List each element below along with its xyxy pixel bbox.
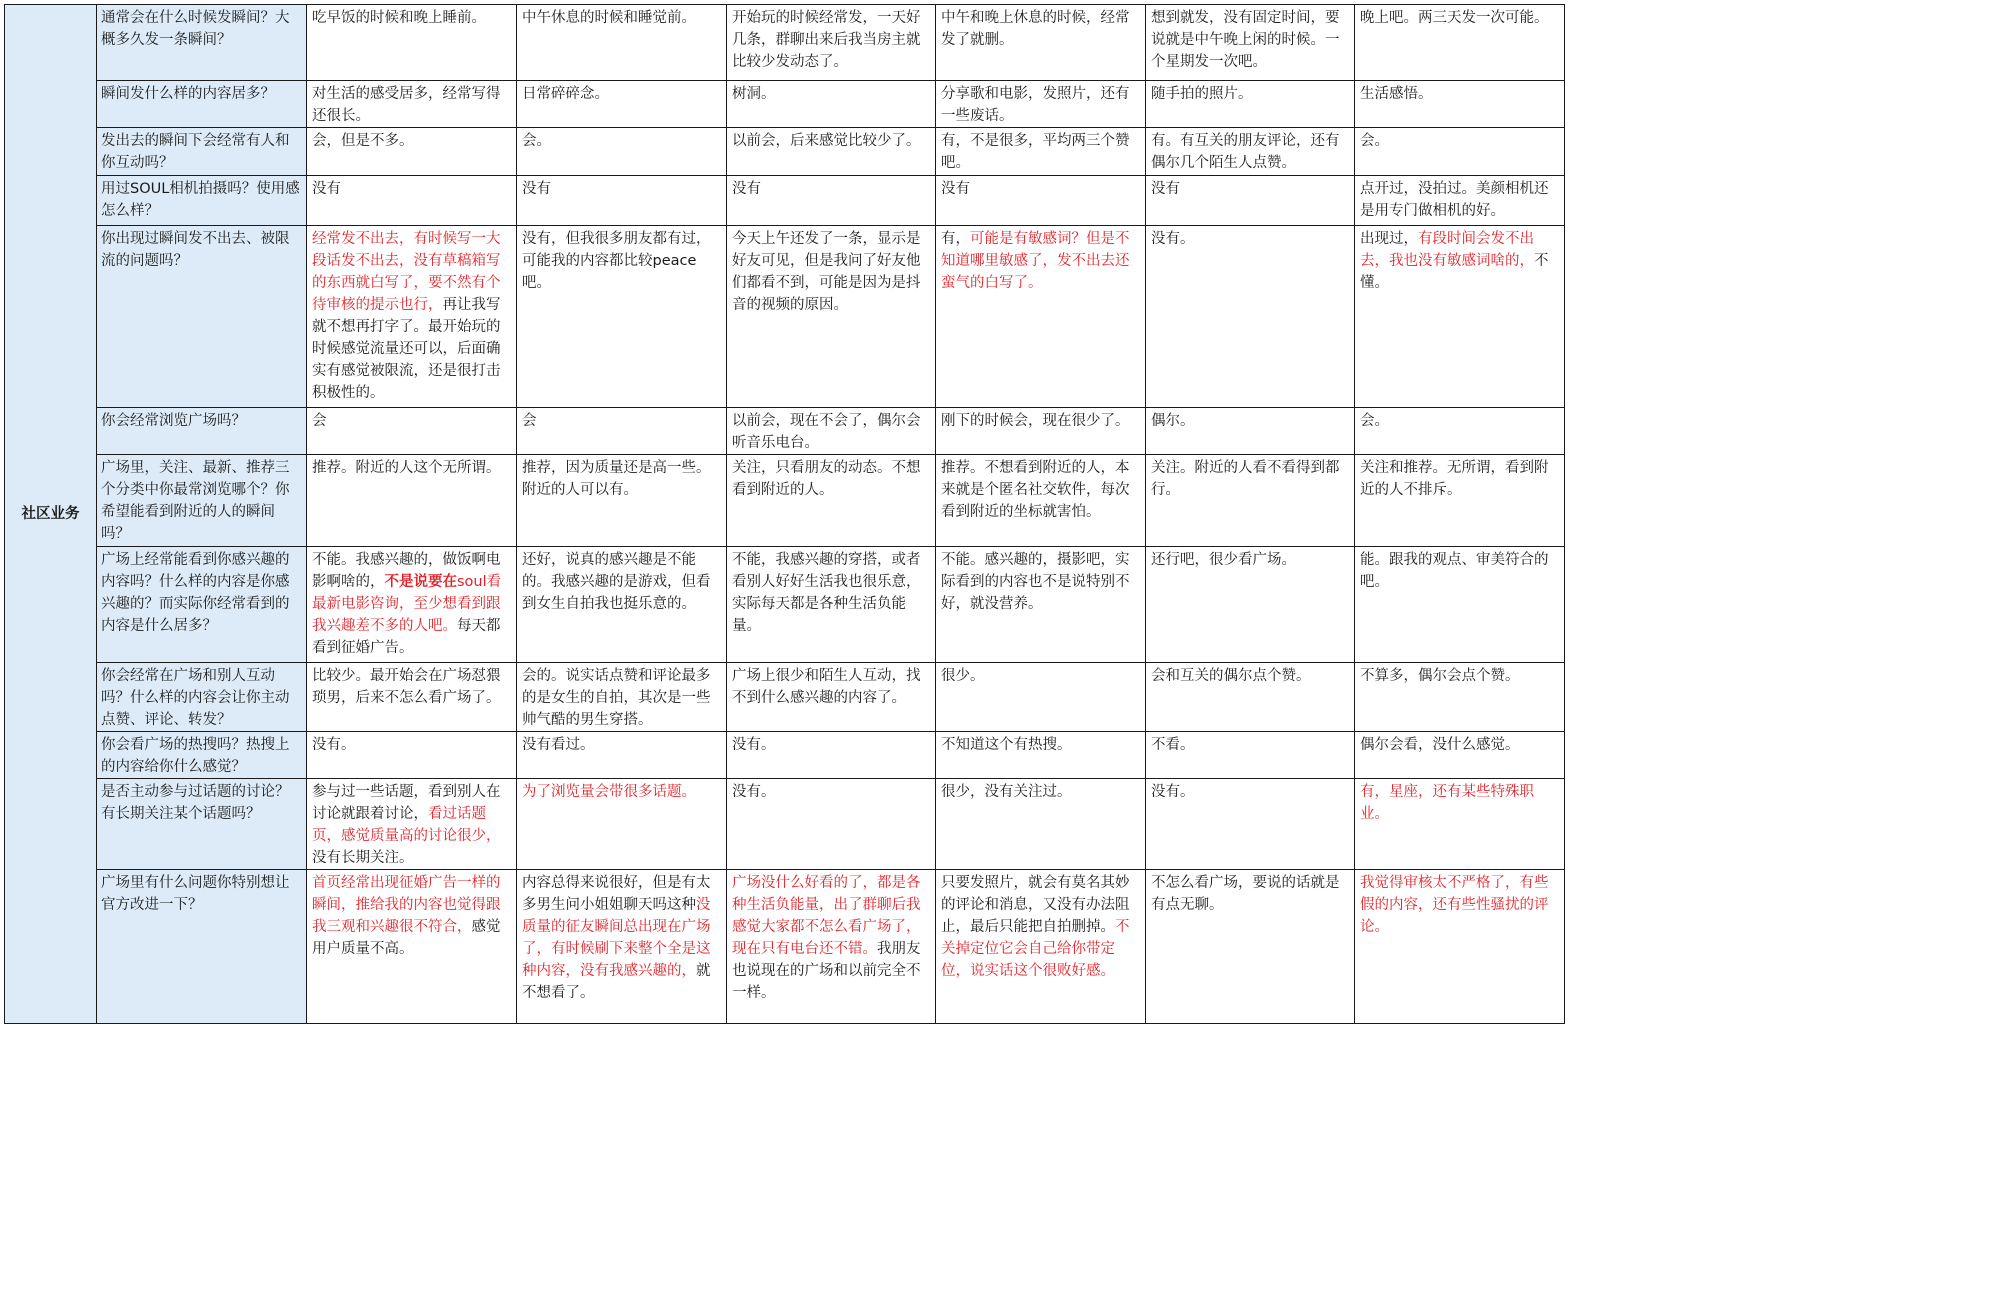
answer-cell — [307, 5, 517, 81]
answer-cell — [1355, 81, 1565, 128]
table-row — [5, 732, 1565, 779]
answer-text: 会。 — [522, 133, 551, 149]
answer-text: 生活感悟。 — [1360, 86, 1433, 102]
interview-table — [4, 4, 1565, 1024]
answer-text: 没有长期关注。 — [312, 850, 414, 866]
answer-cell — [517, 455, 727, 547]
answer-cell — [936, 5, 1146, 81]
answer-cell — [727, 547, 936, 663]
answer-text: 没有 — [941, 181, 970, 197]
answer-cell — [517, 547, 727, 663]
answer-text: 没有 — [1151, 181, 1180, 197]
answer-text: 开始玩的时候经常发，一天好几条，群聊出来后我当房主就比较少发动态了。 — [732, 10, 921, 70]
answer-cell — [727, 128, 936, 176]
answer-text: 不能，我感兴趣的穿搭，或者看别人好好生活我也很乐意，实际每天都是各种生活负能量。 — [732, 552, 921, 634]
answer-text: 没有，但我很多朋友都有过，可能我的内容都比较peace吧。 — [522, 231, 711, 291]
table-row — [5, 870, 1565, 1024]
answer-cell — [727, 732, 936, 779]
answer-text: 有， — [941, 231, 970, 247]
answer-cell — [1355, 732, 1565, 779]
table-row — [5, 5, 1565, 81]
answer-text: 比较少。最开始会在广场怼猥琐男，后来不怎么看广场了。 — [312, 668, 501, 706]
answer-text: 不看。 — [1151, 737, 1195, 753]
highlighted-answer-text: 可能是有敏感词？但是不知道哪里敏感了，发不出去还蛮气的白写了。 — [941, 231, 1130, 291]
table-row — [5, 226, 1565, 408]
answer-cell — [1146, 176, 1355, 226]
question-cell: 你出现过瞬间发不出去、被限流的问题吗？ — [97, 226, 307, 408]
answer-text: 会。 — [1360, 413, 1389, 429]
answer-cell — [1355, 779, 1565, 870]
answer-text: 没有 — [522, 181, 551, 197]
highlighted-answer-text: 没质量的征友瞬间总出现在广场了，有时候刷下来整个全是这种内容，没有我感兴趣的， — [522, 897, 711, 979]
answer-text: 广场上很少和陌生人互动，找不到什么感兴趣的内容了。 — [732, 668, 921, 706]
answer-cell — [936, 455, 1146, 547]
answer-cell — [936, 81, 1146, 128]
answer-text: 能。跟我的观点、审美符合的吧。 — [1360, 552, 1549, 590]
answer-cell — [1146, 128, 1355, 176]
answer-cell — [936, 779, 1146, 870]
answer-text: 树洞。 — [732, 86, 776, 102]
answer-cell — [1355, 226, 1565, 408]
answer-text: 很少。 — [941, 668, 985, 684]
answer-text: 会的。说实话点赞和评论最多的是女生的自拍，其次是一些帅气酷的男生穿搭。 — [522, 668, 711, 728]
answer-text: 会。 — [1360, 133, 1389, 149]
answer-text: 没有。 — [732, 784, 776, 800]
answer-cell — [727, 81, 936, 128]
question-cell: 用过SOUL相机拍摄吗？使用感怎么样？ — [97, 176, 307, 226]
highlighted-answer-text: 不关掉定位它会自己给你带定位，说实话这个很败好感。 — [941, 919, 1130, 979]
answer-text: 中午和晚上休息的时候，经常发了就删。 — [941, 10, 1130, 48]
answer-text: 推荐，因为质量还是高一些。附近的人可以有。 — [522, 460, 711, 498]
question-cell: 你会看广场的热搜吗？热搜上的内容给你什么感觉？ — [97, 732, 307, 779]
answer-text: 没有 — [732, 181, 761, 197]
answer-text: 没有看过。 — [522, 737, 595, 753]
answer-cell — [1355, 455, 1565, 547]
answer-text: 会 — [522, 413, 537, 429]
answer-text: 不能。感兴趣的，摄影吧，实际看到的内容也不是说特别不好，就没营养。 — [941, 552, 1130, 612]
table-row — [5, 455, 1565, 547]
answer-text: 不知道这个有热搜。 — [941, 737, 1072, 753]
answer-text: 关注。附近的人看不看得到都行。 — [1151, 460, 1340, 498]
answer-cell — [1146, 870, 1355, 1024]
highlighted-answer-text: 不是说要在 — [384, 574, 457, 590]
question-cell: 广场里，关注、最新、推荐三个分类中你最常浏览哪个？你希望能看到附近的人的瞬间吗？ — [97, 455, 307, 547]
highlighted-answer-text: 为了浏览量会带很多话题。 — [522, 784, 696, 800]
answer-cell — [307, 779, 517, 870]
answer-text: 会和互关的偶尔点个赞。 — [1151, 668, 1311, 684]
answer-cell — [936, 128, 1146, 176]
answer-cell — [1355, 870, 1565, 1024]
answer-text: 不算多，偶尔会点个赞。 — [1360, 668, 1520, 684]
table-row — [5, 81, 1565, 128]
question-cell: 广场里有什么问题你特别想让官方改进一下？ — [97, 870, 307, 1024]
answer-cell — [517, 128, 727, 176]
answer-text: 还好，说真的感兴趣是不能的。我感兴趣的是游戏，但看到女生自拍我也挺乐意的。 — [522, 552, 711, 612]
answer-text: 关注和推荐。无所谓，看到附近的人不排斥。 — [1360, 460, 1549, 498]
highlighted-answer-text: 经常发不出去，有时候写一大段话发不出去，没有草稿箱写的东西就白写了，要不然有个待审核的提示也行， — [312, 231, 501, 313]
answer-text: 就不想看了。 — [522, 963, 711, 1001]
answer-text: 还行吧，很少看广场。 — [1151, 552, 1296, 568]
answer-cell — [1355, 408, 1565, 455]
answer-cell — [1146, 663, 1355, 732]
answer-cell — [1146, 81, 1355, 128]
answer-text: 随手拍的照片。 — [1151, 86, 1253, 102]
answer-text: 很少，没有关注过。 — [941, 784, 1072, 800]
highlighted-answer-text: 首页经常出现征婚广告一样的瞬间，推给我的内容也觉得跟我三观和兴趣很不符合， — [312, 875, 501, 935]
answer-cell — [517, 779, 727, 870]
answer-text: 推荐。不想看到附近的人，本来就是个匿名社交软件，每次看到附近的坐标就害怕。 — [941, 460, 1130, 520]
answer-cell — [1146, 455, 1355, 547]
highlighted-answer-text: soul看最新电影咨询，至少想看到跟我兴趣差不多的人吧。 — [312, 574, 502, 634]
answer-text: 参与过一些话题，看到别人在讨论就跟着讨论， — [312, 784, 501, 822]
highlighted-answer-text: 我觉得审核太不严格了，有些假的内容，还有些性骚扰的评论。 — [1360, 875, 1549, 935]
answer-text: 点开过，没拍过。美颜相机还是用专门做相机的好。 — [1360, 181, 1549, 219]
answer-cell — [517, 663, 727, 732]
answer-text: 关注，只看朋友的动态。不想看到附近的人。 — [732, 460, 921, 498]
answer-text: 吃早饭的时候和晚上睡前。 — [312, 10, 486, 26]
answer-text: 出现过， — [1360, 231, 1418, 247]
answer-cell — [936, 663, 1146, 732]
answer-cell — [936, 226, 1146, 408]
answer-text: 感觉用户质量不高。 — [312, 919, 501, 957]
table-row — [5, 408, 1565, 455]
answer-cell — [1146, 408, 1355, 455]
answer-cell — [307, 226, 517, 408]
answer-cell — [936, 176, 1146, 226]
answer-cell — [727, 5, 936, 81]
answer-cell — [1355, 176, 1565, 226]
answer-text: 分享歌和电影，发照片，还有一些废话。 — [941, 86, 1130, 124]
highlighted-answer-text: 有，星座，还有某些特殊职业。 — [1360, 784, 1534, 822]
question-cell: 发出去的瞬间下会经常有人和你互动吗？ — [97, 128, 307, 176]
answer-text: 不懂。 — [1360, 253, 1549, 291]
answer-cell — [307, 128, 517, 176]
answer-cell — [1355, 547, 1565, 663]
answer-text: 日常碎碎念。 — [522, 86, 609, 102]
answer-cell — [517, 870, 727, 1024]
answer-cell — [307, 455, 517, 547]
highlighted-answer-text: 广场没什么好看的了，都是各种生活负能量，出了群聊后我感觉大家都不怎么看广场了，现在只有电台还不错。 — [732, 875, 921, 957]
answer-cell — [307, 547, 517, 663]
answer-cell — [1146, 226, 1355, 408]
table-row — [5, 779, 1565, 870]
highlighted-answer-text: 有段时间会发不出去，我也没有敏感词啥的， — [1360, 231, 1534, 269]
answer-cell — [1355, 5, 1565, 81]
answer-cell — [1146, 547, 1355, 663]
answer-cell — [307, 663, 517, 732]
answer-cell — [936, 408, 1146, 455]
table-row — [5, 128, 1565, 176]
answer-cell — [1146, 732, 1355, 779]
answer-cell — [727, 226, 936, 408]
answer-text: 以前会，现在不会了，偶尔会听音乐电台。 — [732, 413, 921, 451]
answer-text: 只要发照片，就会有莫名其妙的评论和消息，又没有办法阻止，最后只能把自拍删掉。 — [941, 875, 1130, 935]
answer-text: 内容总得来说很好，但是有太多男生问小姐姐聊天吗这种 — [522, 875, 711, 913]
table-row — [5, 547, 1565, 663]
answer-text: 推荐。附近的人这个无所谓。 — [312, 460, 501, 476]
answer-text: 今天上午还发了一条，显示是好友可见，但是我问了好友他们都看不到，可能是因为是抖音的视频的原因。 — [732, 231, 921, 313]
answer-text: 没有。 — [312, 737, 356, 753]
answer-cell — [517, 408, 727, 455]
answer-text: 我朋友也说现在的广场和以前完全不一样。 — [732, 941, 921, 1001]
answer-text: 晚上吧。两三天发一次可能。 — [1360, 10, 1549, 26]
answer-cell — [1146, 5, 1355, 81]
answer-cell — [307, 870, 517, 1024]
table-row — [5, 663, 1565, 732]
answer-cell — [936, 547, 1146, 663]
answer-cell — [517, 176, 727, 226]
answer-cell — [307, 176, 517, 226]
answer-text: 有。有互关的朋友评论，还有偶尔几个陌生人点赞。 — [1151, 133, 1340, 171]
answer-text: 再让我写就不想再打字了。最开始玩的时候感觉流量还可以，后面确实有感觉被限流，还是很打击积极性的。 — [312, 297, 501, 401]
question-cell: 瞬间发什么样的内容居多？ — [97, 81, 307, 128]
answer-cell — [727, 455, 936, 547]
question-cell: 你会经常浏览广场吗？ — [97, 408, 307, 455]
answer-cell — [936, 732, 1146, 779]
answer-text: 不能。我感兴趣的，做饭啊电影啊啥的， — [312, 552, 501, 590]
answer-text: 没有。 — [1151, 784, 1195, 800]
answer-text: 中午休息的时候和睡觉前。 — [522, 10, 696, 26]
answer-cell — [517, 5, 727, 81]
answer-text: 偶尔会看，没什么感觉。 — [1360, 737, 1520, 753]
answer-text: 想到就发，没有固定时间，要说就是中午晚上闲的时候。一个星期发一次吧。 — [1151, 10, 1340, 70]
answer-text: 每天都看到征婚广告。 — [312, 618, 501, 656]
question-cell: 你会经常在广场和别人互动吗？什么样的内容会让你主动点赞、评论、转发？ — [97, 663, 307, 732]
answer-cell — [1355, 128, 1565, 176]
answer-cell — [517, 732, 727, 779]
answer-cell — [727, 779, 936, 870]
question-cell: 通常会在什么时候发瞬间？大概多久发一条瞬间？ — [97, 5, 307, 81]
answer-text: 没有 — [312, 181, 341, 197]
answer-text: 有，不是很多，平均两三个赞吧。 — [941, 133, 1130, 171]
answer-cell — [727, 870, 936, 1024]
answer-text: 没有。 — [1151, 231, 1195, 247]
question-cell: 是否主动参与过话题的讨论？有长期关注某个话题吗？ — [97, 779, 307, 870]
answer-cell — [1146, 779, 1355, 870]
answer-text: 以前会，后来感觉比较少了。 — [732, 133, 921, 149]
answer-text: 偶尔。 — [1151, 413, 1195, 429]
answer-text: 刚下的时候会，现在很少了。 — [941, 413, 1130, 429]
answer-cell — [936, 870, 1146, 1024]
answer-cell — [517, 226, 727, 408]
answer-cell — [727, 663, 936, 732]
category-label: 社区业务 — [5, 5, 97, 1024]
answer-cell — [1355, 663, 1565, 732]
answer-text: 会 — [312, 413, 327, 429]
answer-text: 不怎么看广场，要说的话就是有点无聊。 — [1151, 875, 1340, 913]
answer-cell — [307, 81, 517, 128]
answer-cell — [727, 176, 936, 226]
highlighted-answer-text: 看过话题页，感觉质量高的讨论很少， — [312, 806, 501, 844]
table-row — [5, 176, 1565, 226]
answer-cell — [307, 732, 517, 779]
answer-cell — [307, 408, 517, 455]
answer-text: 没有。 — [732, 737, 776, 753]
answer-cell — [727, 408, 936, 455]
question-cell: 广场上经常能看到你感兴趣的内容吗？什么样的内容是你感兴趣的？而实际你经常看到的内容是什么居多？ — [97, 547, 307, 663]
answer-text: 会，但是不多。 — [312, 133, 414, 149]
answer-text: 对生活的感受居多，经常写得还很长。 — [312, 86, 501, 124]
answer-cell — [517, 81, 727, 128]
